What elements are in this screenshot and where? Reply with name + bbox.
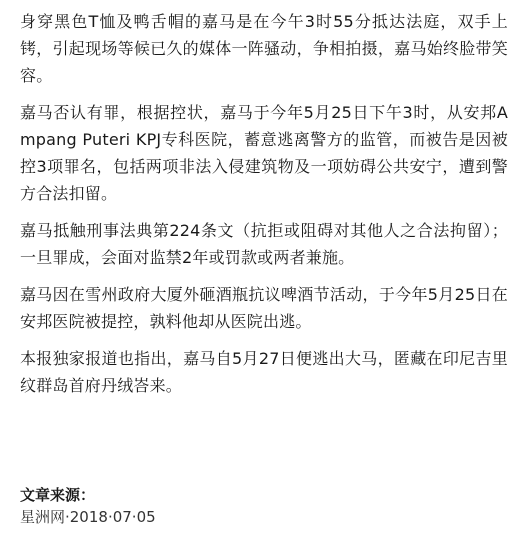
- article-paragraph-5: 本报独家报道也指出，嘉马自5月27日便逃出大马，匿藏在印尼吉里纹群岛首府丹绒峇来。: [20, 349, 508, 395]
- article-paragraph-4: 嘉马因在雪州政府大厦外砸酒瓶抗议啤酒节活动，于今年5月25日在安邦医院被提控，孰料他却从医院出逃。: [20, 285, 508, 331]
- source-value: 星洲网·2018·07·05: [20, 508, 156, 526]
- article-paragraph-1: 身穿黑色T恤及鸭舌帽的嘉马是在今午3时55分抵达法庭，双手上铐，引起现场等候已久的媒体一阵骚动，争相拍摄，嘉马始终脸带笑容。: [20, 12, 508, 85]
- article-source: [20, 484, 508, 528]
- source-label: 文章来源：: [20, 486, 96, 504]
- article-body: [20, 8, 508, 409]
- article-paragraph-2: 嘉马否认有罪，根据控状，嘉马于今年5月25日下午3时，从安邦Ampang Puteri KPJ专科医院，蓄意逃离警方的监管，而被告是因被控3项罪名，包括两项非法入侵建筑物及一项妨碍公共安宁，遭到警方合法扣留。: [20, 103, 508, 203]
- article-paragraph-3: 嘉马抵触刑事法典第224条文（抗拒或阻碍对其他人之合法拘留）；一旦罪成，会面对监禁2年或罚款或两者兼施。: [20, 221, 508, 267]
